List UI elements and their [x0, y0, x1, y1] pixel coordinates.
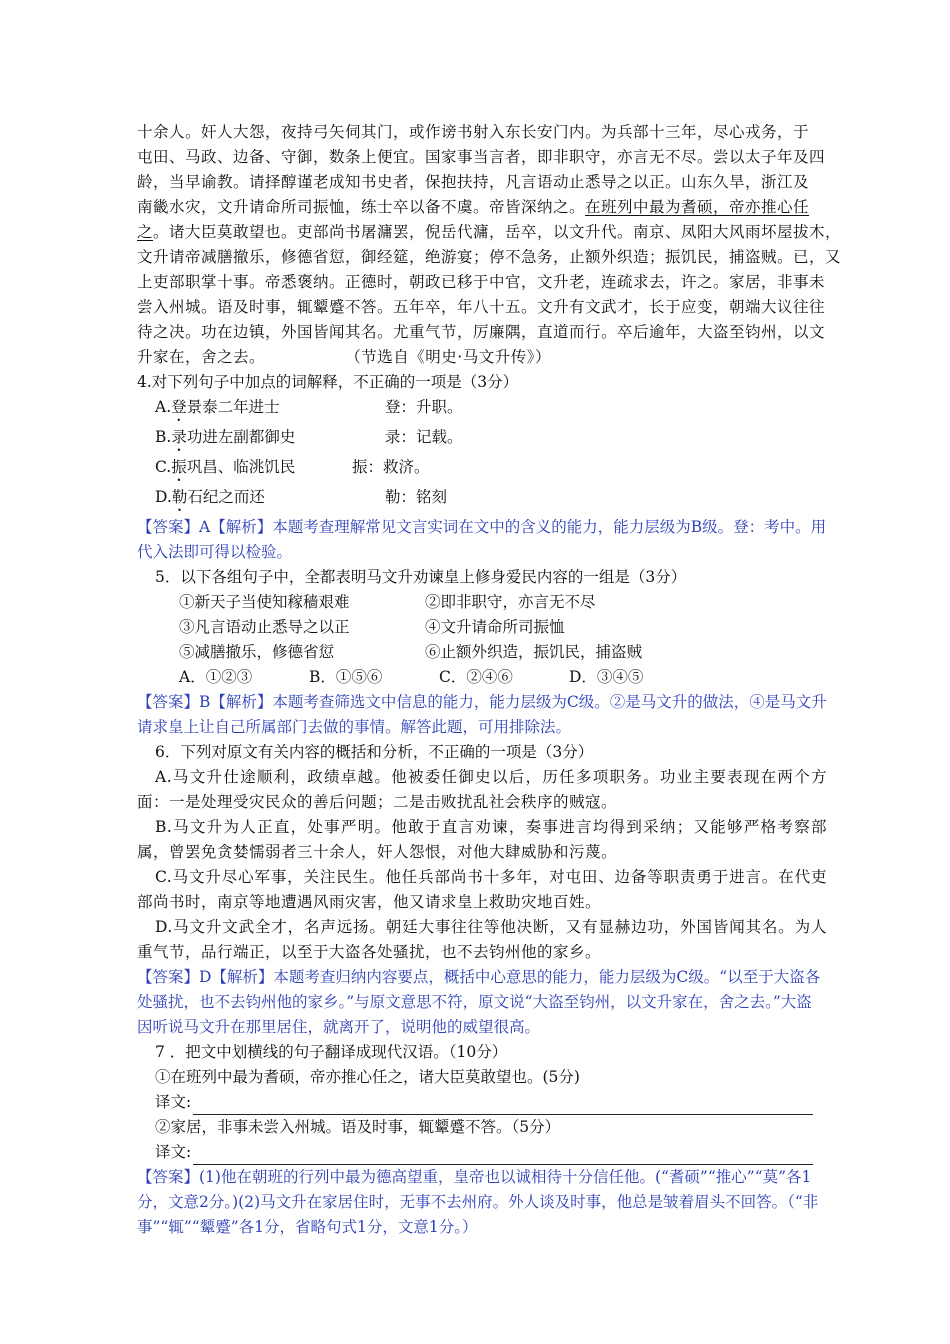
- q4-option-a: [137, 395, 827, 425]
- q5-item: ⑤减膳撤乐，修德省愆: [179, 643, 335, 661]
- option-text: 石纪之而还: [187, 488, 265, 506]
- dotted-word: 振: [171, 458, 187, 476]
- q5-choice-c: C．②④⑥: [439, 668, 513, 686]
- passage-line: 十余人。奸人大怨，夜持弓矢伺其门，或作谤书射入东长安门内。为兵部十三年，尽心戎务，于: [137, 123, 810, 141]
- q4-option-d: [137, 485, 827, 515]
- q5-items: [137, 590, 827, 665]
- q5-item: ①新天子当使知稼穑艰难: [179, 593, 350, 611]
- q5-item-row: [179, 590, 827, 615]
- dotted-word: 录: [171, 428, 187, 446]
- q4-answer: 【答案】A【解析】本题考查理解常见文言实词在文中的含义的能力，能力层级为B级。登：考中。用代入法即可得以检验。: [137, 518, 827, 561]
- passage-text: 。诸大臣莫敢望也。吏部尚书屠滽罢，倪岳代滽，岳卒，以文升代。南京、凤阳大风雨坏屋拔木，: [153, 223, 842, 241]
- q6-answer: 【答案】D【解析】本题考查归纳内容要点，概括中心意思的能力，能力层级为C级。“以至于大盗各处骚扰，也不去钧州他的家乡。”与原文意思不符，原文说“大盗至钧州，以文升家在，舍之去。”大盗因听说马文升在那里居住，就离开了，说明他的威望很高。: [137, 968, 821, 1036]
- q6-option-d: D.马文升文武全才，名声远扬。朝廷大事往往等他决断，又有显赫边功，外国皆闻其名。为人重气节，品行端正，以至于大盗各处骚扰，也不去钧州他的家乡。: [137, 918, 827, 961]
- passage: [137, 120, 842, 370]
- translation-label: 译文:: [155, 1093, 192, 1111]
- option-letter: D.: [155, 488, 172, 506]
- q5-item-row: [179, 615, 827, 640]
- q6-option-b: B.马文升为人正直，处事严明。他敢于直言劝谏，奏事进言均得到采纳；又能够严格考察部属，曾罢免贪婪懦弱者三十余人，奸人怨恨，对他大肆威胁和污蔑。: [137, 818, 827, 861]
- q5-choice-b: B．①⑤⑥: [309, 668, 383, 686]
- q5-choices: [137, 665, 827, 690]
- option-letter: A.: [155, 398, 172, 416]
- q5-answer: 【答案】B【解析】本题考查筛选文中信息的能力，能力层级为C级。②是马文升的做法，④是马文升请求皇上让自己所属部门去做的事情。解答此题，可用排除法。: [137, 693, 827, 736]
- translation-label: 译文:: [155, 1143, 192, 1161]
- q5-item: ③凡言语动止悉导之以正: [179, 618, 350, 636]
- question-6-stem: 6．下列对原文有关内容的概括和分析，不正确的一项是（3分）: [155, 743, 594, 761]
- passage-line: 尝入州城。语及时事，辄颦蹙不答。五年卒，年八十五。文升有文武才，长于应变，朝端大议往往: [137, 298, 826, 316]
- underlined-sentence-1b: 之: [137, 223, 154, 241]
- passage-line: 待之决。功在边镇，外国皆闻其名。尤重气节，厉廉隅，直道而行。卒后逾年，大盗至钧州，以文: [137, 323, 826, 341]
- q5-item: ②即非职守，亦言无不尽: [425, 593, 596, 611]
- passage-source: （节选自《明史·马文升传》）: [353, 348, 551, 366]
- passage-line: 屯田、马政、边备、守御，数条上便宜。国家事当言者，即非职守，亦言无不尽。尝以太子年及四: [137, 148, 826, 166]
- q6-option-c: C.马文升尽心军事，关注民生。他任兵部尚书十多年，对屯田、边备等职责勇于进言。在代吏部尚书时，南京等地遭遇风雨灾害，他又请求皇上救助灾地百姓。: [137, 868, 827, 911]
- q7-answer: 【答案】(1)他在朝班的行列中最为德高望重，皇帝也以诚相待十分信任他。(“耆硕”“推心”“莫”各1分，文意2分。)(2)马文升在家居住时，无事不去州府。外人谈及时事，他总是皱着眉头不回答。（“非事”“辄”“颦蹙”各1分，省略句式1分，文意1分。）: [137, 1168, 819, 1236]
- q7-sentence-2: ②家居，非事未尝入州城。语及时事，辄颦蹙不答。（5分）: [155, 1118, 561, 1136]
- q4-option-c: [137, 455, 827, 485]
- dotted-word: 勒: [171, 488, 188, 506]
- q7-answer-line-1: [137, 1090, 827, 1115]
- q7-sentence-1: ①在班列中最为耆硕，帝亦推心任之，诸大臣莫敢望也。(5分): [155, 1068, 580, 1086]
- option-gloss: 登：升职。: [385, 398, 463, 416]
- passage-line: 龄，当早谕教。请择醇谨老成知书史者，保抱扶持，凡言语动止悉导之以正。山东久旱，浙江及: [137, 173, 810, 191]
- dotted-word: 登: [171, 398, 187, 416]
- q4-option-b: [137, 425, 827, 455]
- question-4-stem: 4.对下列句子中加点的词解释，不正确的一项是（3分）: [137, 373, 519, 391]
- passage-line: [137, 345, 827, 370]
- underlined-sentence-1a: 在班列中最为耆硕，帝亦推心任: [585, 198, 810, 216]
- option-letter: C.: [155, 458, 172, 476]
- option-gloss: 勒：铭刻: [385, 488, 448, 506]
- translation-blank[interactable]: [193, 1096, 813, 1115]
- passage-line: [137, 195, 827, 220]
- q7-answer-line-2: [137, 1140, 827, 1165]
- option-text: 巩昌、临洮饥民: [186, 458, 296, 476]
- option-letter: B.: [155, 428, 172, 446]
- q5-item-row: [179, 640, 827, 665]
- option-gloss: 录：记载。: [385, 428, 463, 446]
- passage-text: 南畿水灾，文升请命所司振恤，练士卒以备不虞。帝皆深纳之。: [137, 198, 586, 216]
- option-text: 景泰二年进士: [186, 398, 280, 416]
- q5-choice-a: A．①②③: [179, 668, 253, 686]
- passage-line: [137, 220, 842, 245]
- q5-item: ⑥止额外织造，振饥民，捕盗贼: [425, 643, 643, 661]
- question-5-stem: 5．以下各组句子中，全都表明马文升劝谏皇上修身爱民内容的一组是（3分）: [155, 568, 687, 586]
- q5-item: ④文升请命所司振恤: [425, 618, 565, 636]
- option-gloss: 振：救济。: [352, 458, 430, 476]
- passage-line: 上吏部职掌十事。帝悉褒纳。正德时，朝政已移于中官，文升老，连疏求去，许之。家居，非事未: [137, 273, 826, 291]
- option-text: 功进左副都御史: [186, 428, 296, 446]
- document-page: [137, 120, 842, 1240]
- question-7-stem: 7 ．把文中划横线的句子翻译成现代汉语。（10分）: [155, 1043, 508, 1061]
- q6-option-a: A.马文升仕途顺利，政绩卓越。他被委任御史以后，历任多项职务。功业主要表现在两个方面：一是处理受灾民众的善后问题；二是击败扰乱社会秩序的贼寇。: [137, 768, 827, 811]
- translation-blank[interactable]: [193, 1146, 813, 1165]
- passage-text: 升家在，舍之去。: [137, 348, 266, 366]
- passage-line: 文升请帝减膳撤乐，修德省愆，御经筵，绝游宴；停不急务，止额外织造；振饥民，捕盗贼。已，又: [137, 248, 842, 266]
- q5-choice-d: D．③④⑤: [569, 668, 644, 686]
